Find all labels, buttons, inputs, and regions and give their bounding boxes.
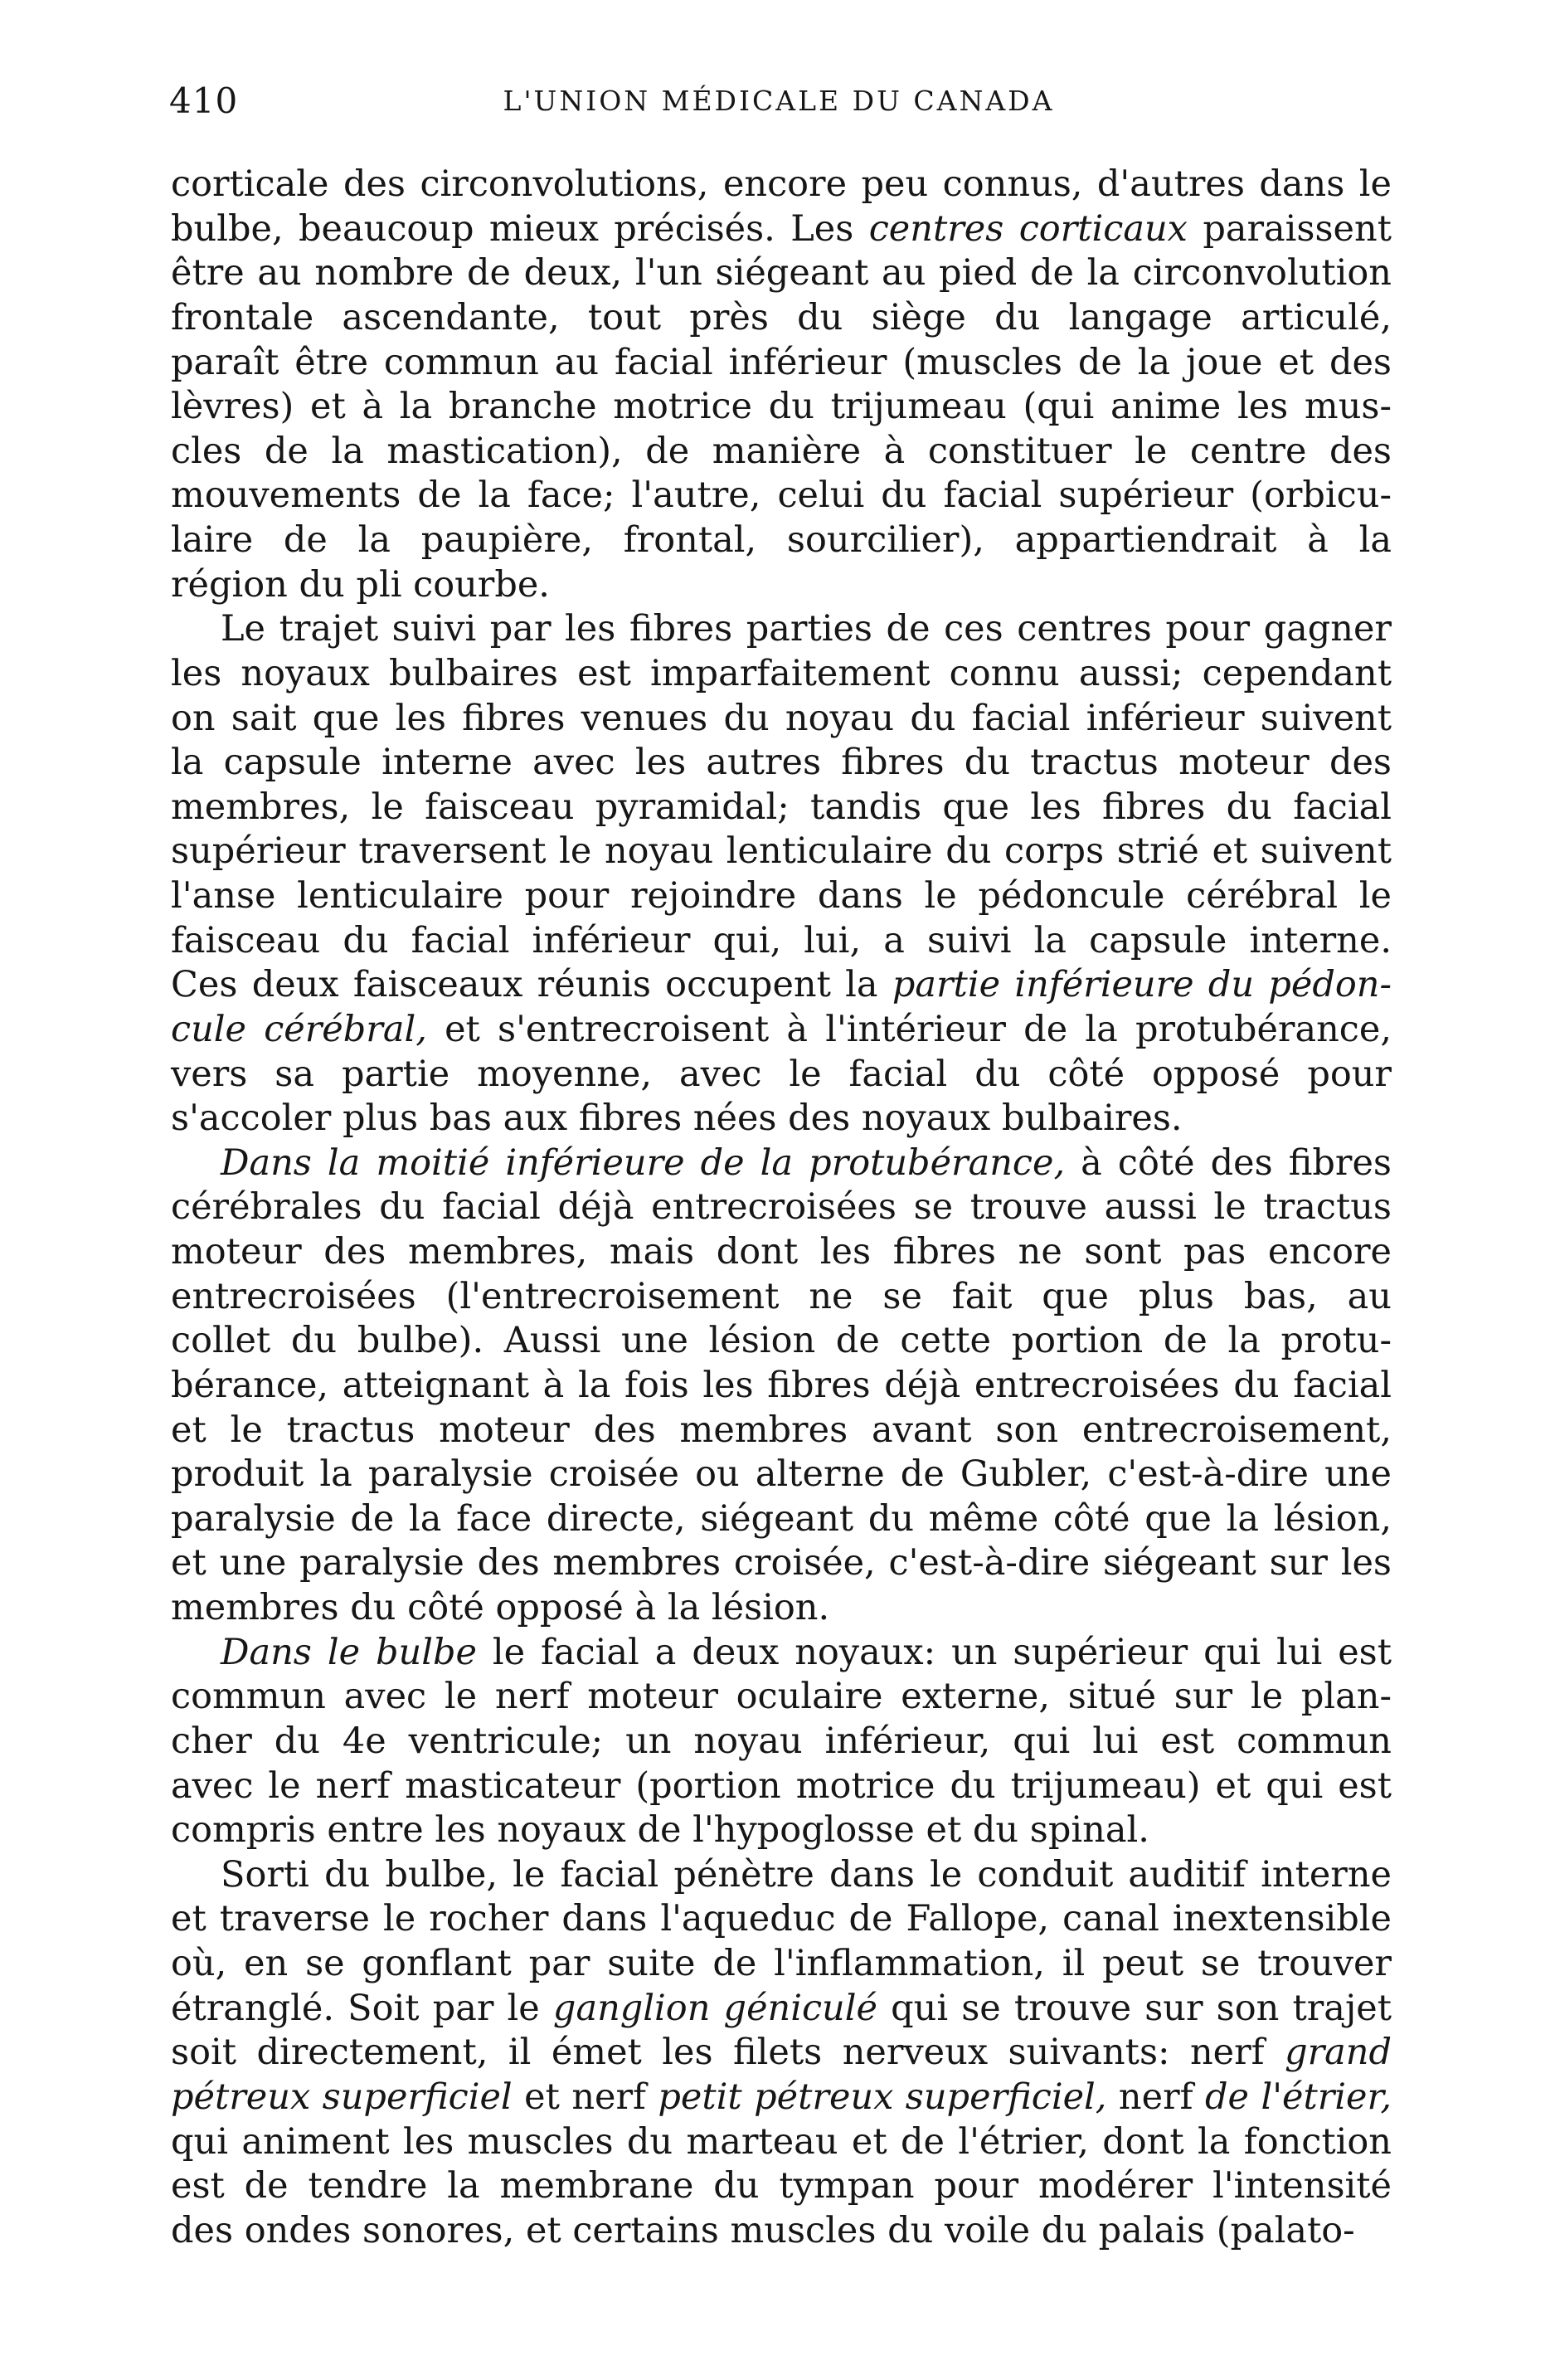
text-line: bérance, atteignant à la fois les fibres déjà entrecroisées du facial xyxy=(171,1364,1392,1406)
text-line: les noyaux bulbaires est imparfaitement connu aussi; cependant xyxy=(171,652,1392,694)
text-line: corticale des circonvolutions, encore peu connus, d'autres dans le xyxy=(171,163,1392,205)
text-line: vers sa partie moyenne, avec le facial du côté opposé pour xyxy=(171,1053,1392,1095)
text-line: pétreux superficiel et nerf petit pétreux superficiel, nerf de l'étrier, xyxy=(171,2076,1392,2118)
text-line: soit directement, il émet les filets nerveux suivants: nerf grand xyxy=(171,2032,1392,2074)
text-line: l'anse lenticulaire pour rejoindre dans le pédoncule cérébral le xyxy=(171,875,1392,917)
text-line: qui animent les muscles du marteau et de l'étrier, dont la fonction xyxy=(171,2120,1392,2163)
text-line: entrecroisées (l'entrecroisement ne se fait que plus bas, au xyxy=(171,1275,1392,1317)
text-line: paraît être commun au facial inférieur (muscles de la joue et des xyxy=(171,341,1392,383)
text-line: collet du bulbe). Aussi une lésion de cette portion de la protu- xyxy=(171,1320,1392,1362)
text-line: et le tractus moteur des membres avant son entrecroisement, xyxy=(171,1409,1392,1451)
text-line: est de tendre la membrane du tympan pour modérer l'intensité xyxy=(171,2165,1392,2207)
text-line: mouvements de la face; l'autre, celui du facial supérieur (orbicu- xyxy=(171,475,1392,517)
text-line: cérébrales du facial déjà entrecroisées se trouve aussi le tractus xyxy=(171,1186,1392,1229)
text-line: être au nombre de deux, l'un siégeant au pied de la circonvolution xyxy=(171,252,1392,294)
text-line: Ces deux faisceaux réunis occupent la partie inférieure du pédon- xyxy=(171,964,1392,1006)
running-head xyxy=(169,76,1388,126)
text-line: cule cérébral, et s'entrecroisent à l'intérieur de la protubérance, xyxy=(171,1008,1392,1050)
text-line: cher du 4e ventricule; un noyau inférieur, qui lui est commun xyxy=(171,1720,1392,1762)
text-line: et traverse le rocher dans l'aqueduc de Fallope, canal inextensible xyxy=(171,1898,1392,1940)
text-line: où, en se gonflant par suite de l'inflammation, il peut se trouver xyxy=(171,1943,1392,1984)
text-line: région du pli courbe. xyxy=(171,563,550,606)
text-line: paralysie de la face directe, siégeant du même côté que la lésion, xyxy=(171,1497,1392,1540)
text-line: s'accoler plus bas aux fibres nées des noyaux bulbaires. xyxy=(171,1098,1183,1140)
text-line: faisceau du facial inférieur qui, lui, a suivi la capsule interne. xyxy=(171,919,1392,961)
text-line: membres, le faisceau pyramidal; tandis que les fibres du facial xyxy=(171,786,1392,828)
text-line: et une paralysie des membres croisée, c'est-à-dire siégeant sur les xyxy=(171,1542,1392,1584)
page-number: 410 xyxy=(169,80,239,121)
text-line: Sorti du bulbe, le facial pénètre dans le conduit auditif interne xyxy=(221,1853,1392,1896)
text-line: lèvres) et à la branche motrice du trijumeau (qui anime les mus- xyxy=(171,386,1392,428)
text-line: membres du côté opposé à la lésion. xyxy=(171,1587,830,1628)
text-line: frontale ascendante, tout près du siège du langage articulé, xyxy=(171,296,1392,338)
text-line: étranglé. Soit par le ganglion géniculé qui se trouve sur son trajet xyxy=(171,1987,1392,2029)
text-line: supérieur traversent le noyau lenticulaire du corps strié et suivent xyxy=(171,830,1392,873)
text-line: cles de la mastication), de manière à constituer le centre des xyxy=(171,430,1392,472)
text-line: commun avec le nerf moteur oculaire externe, situé sur le plan- xyxy=(171,1676,1392,1718)
text-line: produit la paralysie croisée ou alterne de Gubler, c'est-à-dire une xyxy=(171,1453,1392,1496)
text-line: Dans la moitié inférieure de la protubérance, à côté des fibres xyxy=(221,1141,1392,1184)
body-text xyxy=(171,163,1392,2253)
journal-title: L'UNION MÉDICALE DU CANADA xyxy=(503,85,1055,117)
text-line: Dans le bulbe le facial a deux noyaux: un supérieur qui lui est xyxy=(221,1631,1392,1673)
text-line: Le trajet suivi par les fibres parties de ces centres pour gagner xyxy=(221,608,1392,650)
text-line: moteur des membres, mais dont les fibres ne sont pas encore xyxy=(171,1231,1392,1273)
text-line: bulbe, beaucoup mieux précisés. Les centres corticaux paraissent xyxy=(171,207,1392,250)
text-line: des ondes sonores, et certains muscles du voile du palais (palato- xyxy=(171,2209,1355,2251)
text-line: laire de la paupière, frontal, sourcilier), appartiendrait à la xyxy=(171,519,1392,561)
text-line: la capsule interne avec les autres fibres du tractus moteur des xyxy=(171,742,1392,784)
text-line: compris entre les noyaux de l'hypoglosse et du spinal. xyxy=(171,1809,1149,1852)
text-line: avec le nerf masticateur (portion motrice du trijumeau) et qui est xyxy=(171,1764,1392,1807)
text-line: on sait que les fibres venues du noyau du facial inférieur suivent xyxy=(171,697,1392,739)
